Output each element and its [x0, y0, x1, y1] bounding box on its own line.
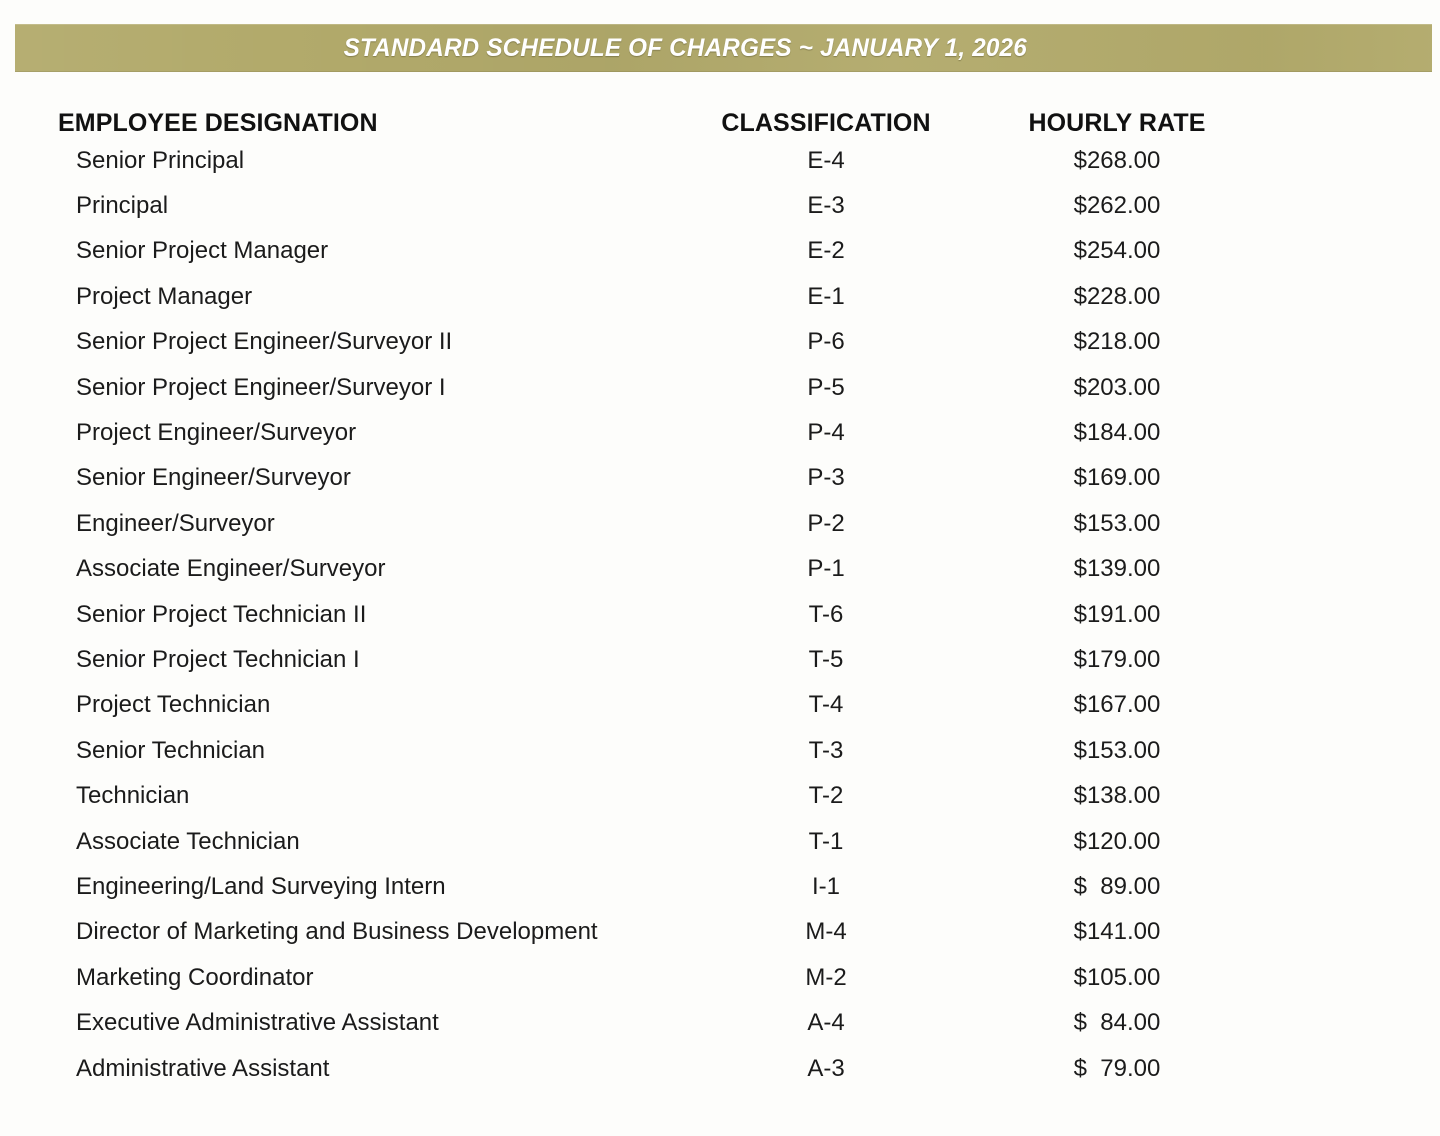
page-title: STANDARD SCHEDULE OF CHARGES ~ JANUARY 1, 2026 — [343, 33, 1028, 62]
cell-employee-designation: Senior Engineer/Surveyor — [76, 464, 351, 492]
cell-employee-designation: Engineer/Surveyor — [76, 509, 275, 537]
cell-classification: T-2 — [808, 782, 844, 810]
cell-classification: E-4 — [807, 146, 845, 174]
cell-hourly-rate: $169.00 — [1073, 464, 1161, 492]
cell-classification: T-4 — [808, 691, 844, 719]
cell-hourly-rate: $268.00 — [1073, 146, 1161, 174]
column-header-employee-designation: EMPLOYEE DESIGNATION — [58, 109, 378, 137]
cell-hourly-rate: $ 89.00 — [1073, 872, 1161, 900]
column-header-hourly-rate: HOURLY RATE — [1028, 109, 1206, 137]
cell-hourly-rate: $120.00 — [1073, 827, 1161, 855]
cell-employee-designation: Project Manager — [76, 282, 253, 310]
table-row — [0, 910, 1440, 955]
table-row — [0, 955, 1440, 1000]
table-row — [0, 320, 1440, 365]
cell-classification: P-5 — [807, 373, 845, 401]
cell-hourly-rate: $184.00 — [1073, 419, 1161, 447]
cell-classification: P-6 — [807, 328, 845, 356]
cell-employee-designation: Senior Project Technician II — [76, 600, 367, 628]
table-row — [0, 183, 1440, 228]
table-row — [0, 410, 1440, 455]
table-row — [0, 138, 1440, 183]
table-row — [0, 819, 1440, 864]
table-row — [0, 864, 1440, 909]
cell-employee-designation: Engineering/Land Surveying Intern — [76, 872, 446, 900]
column-header-classification: CLASSIFICATION — [721, 109, 931, 137]
cell-employee-designation: Marketing Coordinator — [76, 963, 314, 991]
cell-employee-designation: Associate Technician — [76, 827, 300, 855]
cell-employee-designation: Associate Engineer/Surveyor — [76, 555, 386, 583]
cell-employee-designation: Senior Technician — [76, 736, 266, 764]
cell-employee-designation: Project Technician — [76, 691, 271, 719]
cell-hourly-rate: $ 79.00 — [1073, 1054, 1161, 1082]
cell-hourly-rate: $218.00 — [1073, 328, 1161, 356]
cell-employee-designation: Senior Project Engineer/Surveyor I — [76, 373, 446, 401]
table-row — [0, 1000, 1440, 1045]
cell-classification: I-1 — [811, 872, 840, 900]
cell-hourly-rate: $153.00 — [1073, 736, 1161, 764]
table-row — [0, 637, 1440, 682]
table-header-row — [0, 96, 1440, 138]
cell-hourly-rate: $141.00 — [1073, 918, 1161, 946]
cell-classification: E-2 — [807, 237, 845, 265]
cell-employee-designation: Senior Principal — [76, 146, 245, 174]
cell-employee-designation: Senior Project Engineer/Surveyor II — [76, 328, 453, 356]
cell-classification: A-4 — [807, 1009, 845, 1037]
cell-classification: M-2 — [805, 963, 847, 991]
cell-classification: P-1 — [807, 555, 845, 583]
cell-hourly-rate: $153.00 — [1073, 509, 1161, 537]
cell-hourly-rate: $254.00 — [1073, 237, 1161, 265]
cell-employee-designation: Administrative Assistant — [76, 1054, 330, 1082]
cell-hourly-rate: $179.00 — [1073, 645, 1161, 673]
cell-classification: P-4 — [807, 419, 845, 447]
table-row — [0, 1046, 1440, 1091]
table-row — [0, 592, 1440, 637]
table-row — [0, 229, 1440, 274]
table-row — [0, 683, 1440, 728]
table-body — [0, 138, 1440, 1091]
table-row — [0, 773, 1440, 818]
cell-classification: P-2 — [807, 509, 845, 537]
cell-classification: M-4 — [805, 918, 847, 946]
table-row — [0, 456, 1440, 501]
cell-classification: T-3 — [808, 736, 844, 764]
table-row — [0, 501, 1440, 546]
cell-employee-designation: Project Engineer/Surveyor — [76, 419, 357, 447]
cell-employee-designation: Technician — [76, 782, 190, 810]
cell-hourly-rate: $105.00 — [1073, 963, 1161, 991]
cell-hourly-rate: $262.00 — [1073, 192, 1161, 220]
cell-classification: A-3 — [807, 1054, 845, 1082]
cell-classification: T-1 — [808, 827, 844, 855]
cell-employee-designation: Director of Marketing and Business Development — [76, 918, 598, 946]
cell-employee-designation: Senior Project Technician I — [76, 645, 360, 673]
cell-hourly-rate: $167.00 — [1073, 691, 1161, 719]
cell-classification: E-3 — [807, 192, 845, 220]
table-row — [0, 365, 1440, 410]
cell-hourly-rate: $228.00 — [1073, 282, 1161, 310]
table-row — [0, 274, 1440, 319]
cell-employee-designation: Principal — [76, 192, 169, 220]
cell-employee-designation: Senior Project Manager — [76, 237, 329, 265]
cell-classification: E-1 — [807, 282, 845, 310]
cell-classification: T-5 — [808, 645, 844, 673]
table-row — [0, 728, 1440, 773]
charges-table — [0, 96, 1440, 1091]
cell-hourly-rate: $138.00 — [1073, 782, 1161, 810]
cell-hourly-rate: $191.00 — [1073, 600, 1161, 628]
table-row — [0, 547, 1440, 592]
cell-classification: T-6 — [808, 600, 844, 628]
cell-hourly-rate: $203.00 — [1073, 373, 1161, 401]
cell-hourly-rate: $ 84.00 — [1073, 1009, 1161, 1037]
cell-employee-designation: Executive Administrative Assistant — [76, 1009, 439, 1037]
title-banner — [15, 24, 1432, 72]
cell-hourly-rate: $139.00 — [1073, 555, 1161, 583]
cell-classification: P-3 — [807, 464, 845, 492]
